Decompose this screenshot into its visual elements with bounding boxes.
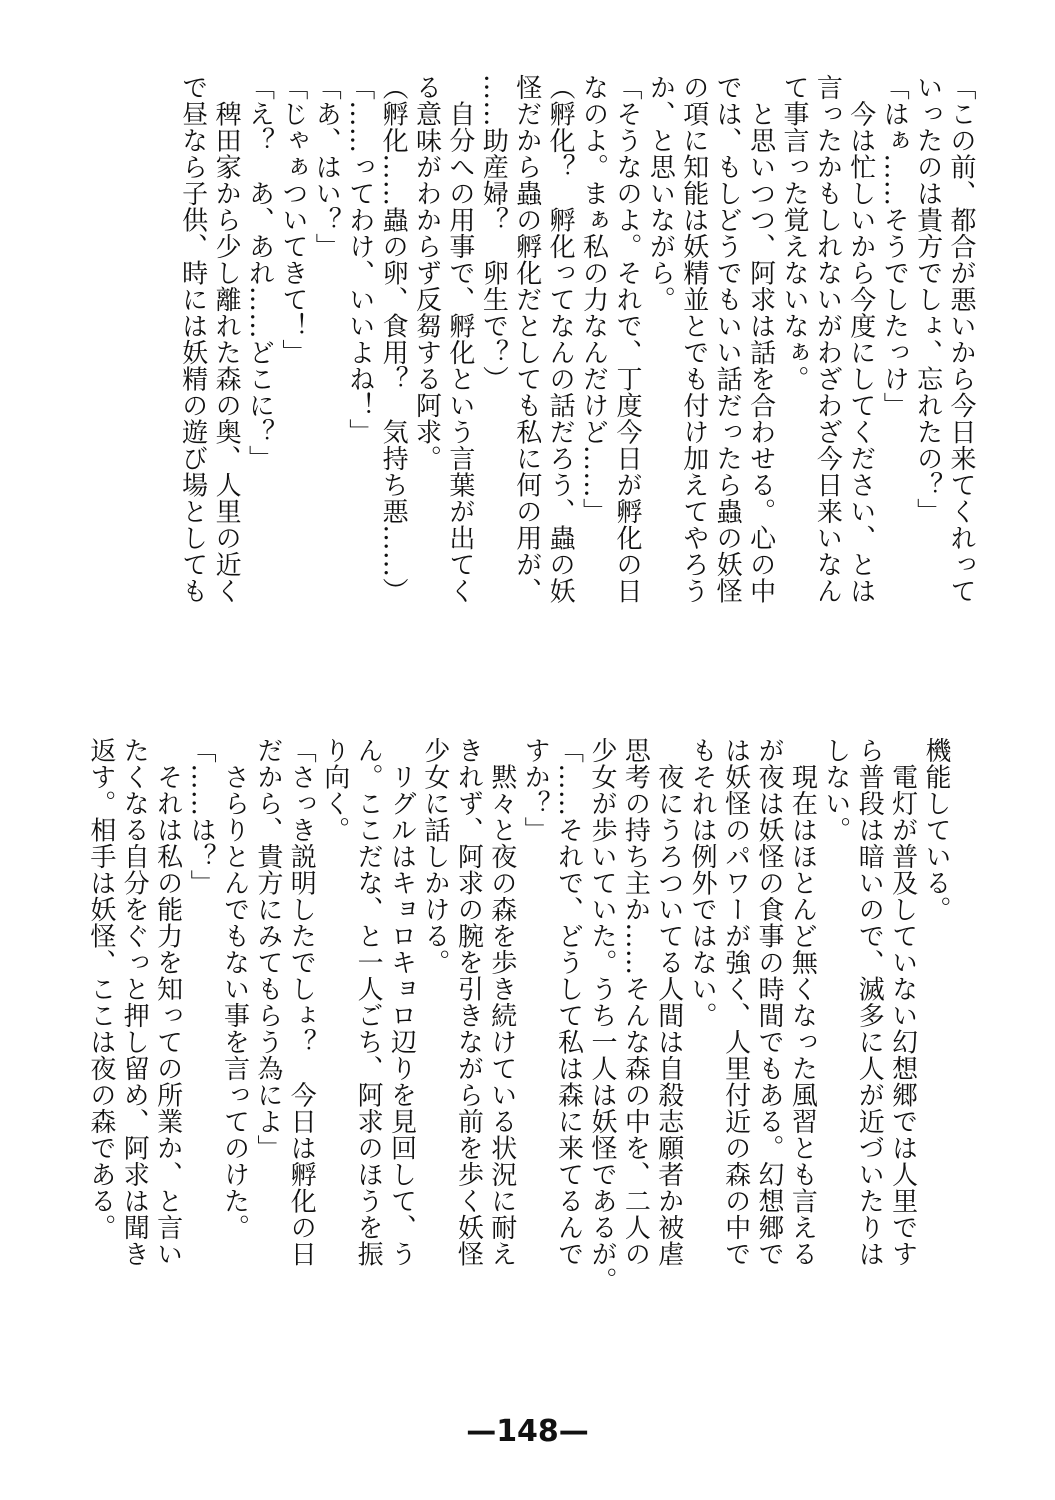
- text-column: 夜にうろついてる人間は自殺志願者か被虐: [653, 737, 684, 1267]
- text-column: 黙々と夜の森を歩き続けている状況に耐え: [486, 737, 517, 1267]
- text-column: すか？」: [520, 737, 551, 843]
- text-column: 電灯が普及していない幻想郷では人里です: [887, 737, 918, 1267]
- text-column: 「あ、はい？」: [311, 74, 342, 260]
- text-column: （孵化？ 孵化ってなんの話だろう、蟲の妖: [545, 74, 576, 604]
- text-column: て事言った覚えないなぁ。: [778, 74, 809, 392]
- text-column: が夜は妖怪の食事の時間でもある。幻想郷で: [753, 737, 784, 1267]
- text-column: 怪だから蟲の孵化だとしても私に何の用が、: [511, 74, 542, 604]
- text-column: きれず、阿求の腕を引きながら前を歩く妖怪: [453, 737, 484, 1267]
- text-column: 少女が歩いていた。うち一人は妖怪であるが。: [586, 737, 617, 1294]
- text-column: と思いつつ、阿求は話を合わせる。心の中: [745, 74, 776, 604]
- page-number: —148—: [466, 1414, 589, 1449]
- text-column: 「さっき説明したでしょ？ 今日は孵化の日: [286, 737, 317, 1267]
- text-column: 「……それで、どうして私は森に来てるんで: [553, 737, 584, 1267]
- text-column: 機能している。: [921, 737, 951, 923]
- text-column: り向く。: [319, 737, 350, 843]
- text-block-top: [175, 74, 977, 634]
- text-block-bottom: [83, 737, 952, 1297]
- text-column: ら普段は暗いので、滅多に人が近づいたりは: [854, 737, 885, 1267]
- text-column: 稗田家から少し離れた森の奥、人里の近く: [211, 74, 242, 604]
- text-column: は妖怪のパワーが強く、人里付近の森の中で: [720, 737, 751, 1267]
- text-column: だから、貴方にみてもらう為によ」: [252, 737, 283, 1161]
- text-column: （孵化……蟲の卵、食用？ 気持ち悪……）: [378, 74, 409, 604]
- text-column: 返す。相手は妖怪、ここは夜の森である。: [85, 737, 116, 1241]
- text-column: なのよ。まぁ私の力なんだけど……」: [578, 74, 609, 525]
- text-column: それは私の能力を知っての所業か、と言い: [152, 737, 183, 1267]
- text-column: 現在はほとんど無くなった風習とも言える: [787, 737, 818, 1267]
- text-column: 少女に話しかける。: [419, 737, 450, 976]
- text-column: 今は忙しいから今度にしてください、とは: [845, 74, 876, 604]
- text-column: しない。: [820, 737, 851, 843]
- text-column: で昼なら子供、時には妖精の遊び場としても: [177, 74, 208, 604]
- text-column: 「え？ あ、あれ……どこに？」: [244, 74, 275, 472]
- text-column: 「じゃぁついてきて！」: [277, 74, 308, 366]
- text-column: 「はぁ……そうでしたっけ」: [879, 74, 910, 419]
- text-column: ……助産婦？ 卵生で？）: [478, 74, 509, 392]
- text-column: 自分への用事で、孵化という言葉が出てく: [444, 74, 475, 604]
- text-column: 思考の持ち主か……そんな森の中を、二人の: [620, 737, 651, 1267]
- text-column: る意味がわからず反芻する阿求。: [411, 74, 442, 472]
- text-column: さらりとんでもない事を言ってのけた。: [219, 737, 250, 1241]
- text-column: たくなる自分をぐっと押し留め、阿求は聞き: [119, 737, 150, 1267]
- text-column: リグルはキョロキョロ辺りを見回して、う: [386, 737, 417, 1267]
- text-column: 「……は？」: [186, 737, 217, 896]
- text-column: では、もしどうでもいい話だったら蟲の妖怪: [712, 74, 743, 604]
- text-column: か、と思いながら。: [645, 74, 676, 313]
- text-column: 言ったかもしれないがわざわざ今日来いなん: [812, 74, 843, 604]
- text-column: の項に知能は妖精並とでも付け加えてやろう: [678, 74, 709, 604]
- text-column: ん。ここだな、と一人ごち、阿求のほうを振: [353, 737, 384, 1267]
- text-column: 「そうなのよ。それで、丁度今日が孵化の日: [611, 74, 642, 604]
- text-column: 「この前、都合が悪いから今日来てくれって: [946, 74, 976, 604]
- text-column: 「……ってわけ、いいよね！」: [344, 74, 375, 445]
- text-column: いったのは貴方でしょ、忘れたの？」: [912, 74, 943, 525]
- text-column: もそれは例外ではない。: [687, 737, 718, 1029]
